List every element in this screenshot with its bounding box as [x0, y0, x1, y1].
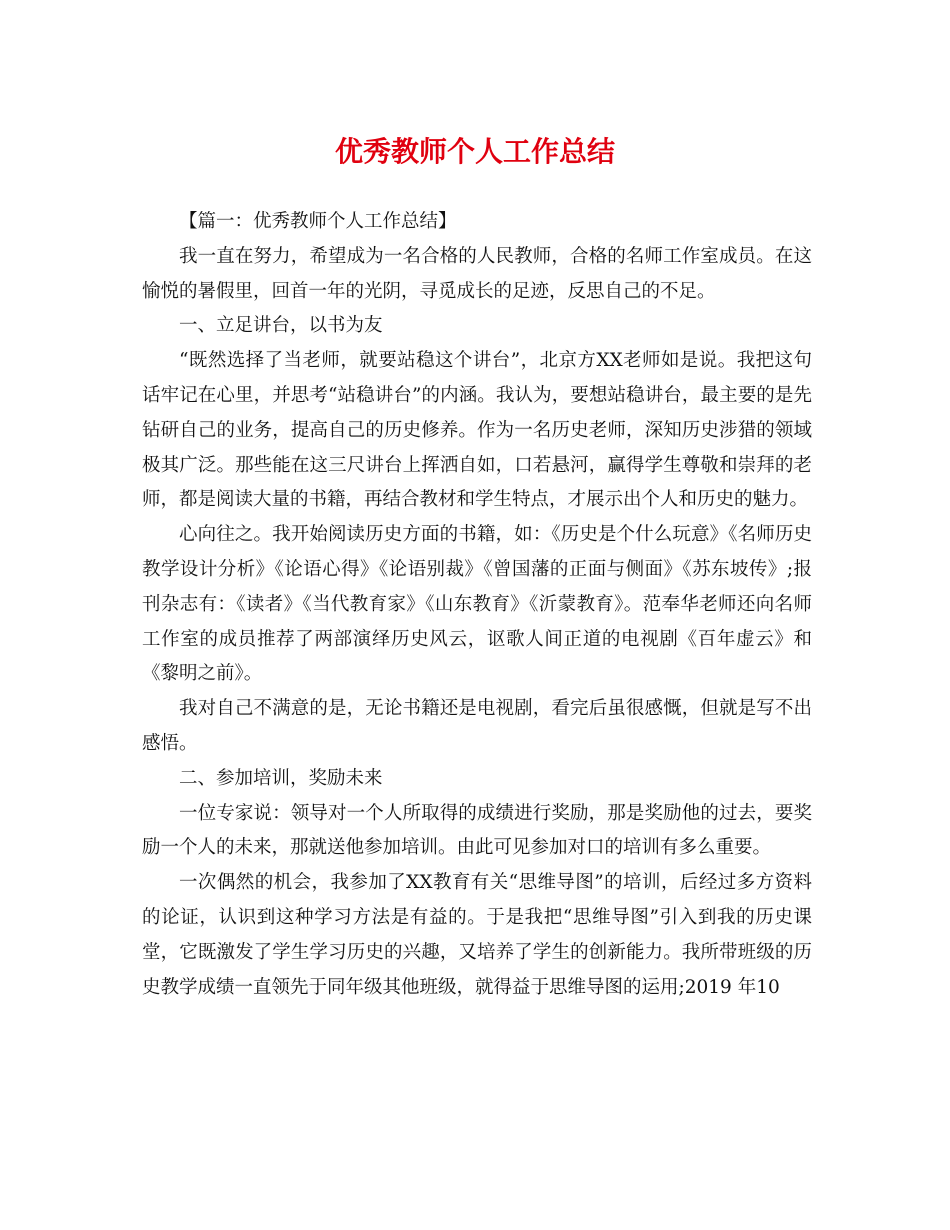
- section-label: 【篇一：优秀教师个人工作总结】: [179, 211, 457, 232]
- document-body: [142, 205, 812, 1005]
- paragraph-intro: 我一直在努力，希望成为一名合格的人民教师，合格的名师工作室成员。在这愉悦的暑假里，回首一年的光阴，寻觅成长的足迹，反思自己的不足。: [142, 245, 812, 302]
- paragraph-reflection: 我对自己不满意的是，无论书籍还是电视剧，看完后虽很感慨，但就是写不出感悟。: [142, 698, 812, 754]
- section-heading-1: 一、立足讲台，以书为友: [179, 315, 383, 337]
- document-title: 优秀教师个人工作总结: [334, 135, 615, 168]
- paragraph-mindmap: 一次偶然的机会，我参加了XX教育有关“思维导图”的培训，后经过多方资料的论证，认识到这种学习方法是有益的。于是我把“思维导图”引入到我的历史课堂，它既激发了学生学习历史的兴趣，又培养了学生的创新能力。我所带班级的历史教学成绩一直领先于同年级其他班级，就得益于思维导图的运用;2019 年10: [142, 872, 812, 998]
- paragraph-expert: 一位专家说：领导对一个人所取得的成绩进行奖励，那是奖励他的过去，要奖励一个人的未来，那就送他参加培训。由此可见参加对口的培训有多么重要。: [142, 802, 812, 859]
- paragraph-podium: “既然选择了当老师，就要站稳这个讲台”，北京方XX老师如是说。我把这句话牢记在心里，并思考“站稳讲台”的内涵。我认为，要想站稳讲台，最主要的是先钻研自己的业务，提高自己的历史修养。作为一名历史老师，深知历史涉猎的领域极其广泛。那些能在这三尺讲台上挥洒自如，口若悬河，赢得学生尊敬和崇拜的老师，都是阅读大量的书籍，再结合教材和学生特点，才展示出个人和历史的魅力。: [142, 350, 812, 511]
- paragraph-reading: 心向往之。我开始阅读历史方面的书籍，如：《历史是个什么玩意》《名师历史教学设计分析》《论语心得》《论语别裁》《曾国藩的正面与侧面》《苏东坡传》;报刊杂志有：《读者》《当代教育家》《山东教育》《沂蒙教育》。范奉华老师还向名师工作室的成员推荐了两部演绎历史风云，讴歌人间正道的电视剧《百年虚云》和《黎明之前》。: [142, 524, 812, 685]
- section-heading-2: 二、参加培训，奖励未来: [179, 767, 383, 789]
